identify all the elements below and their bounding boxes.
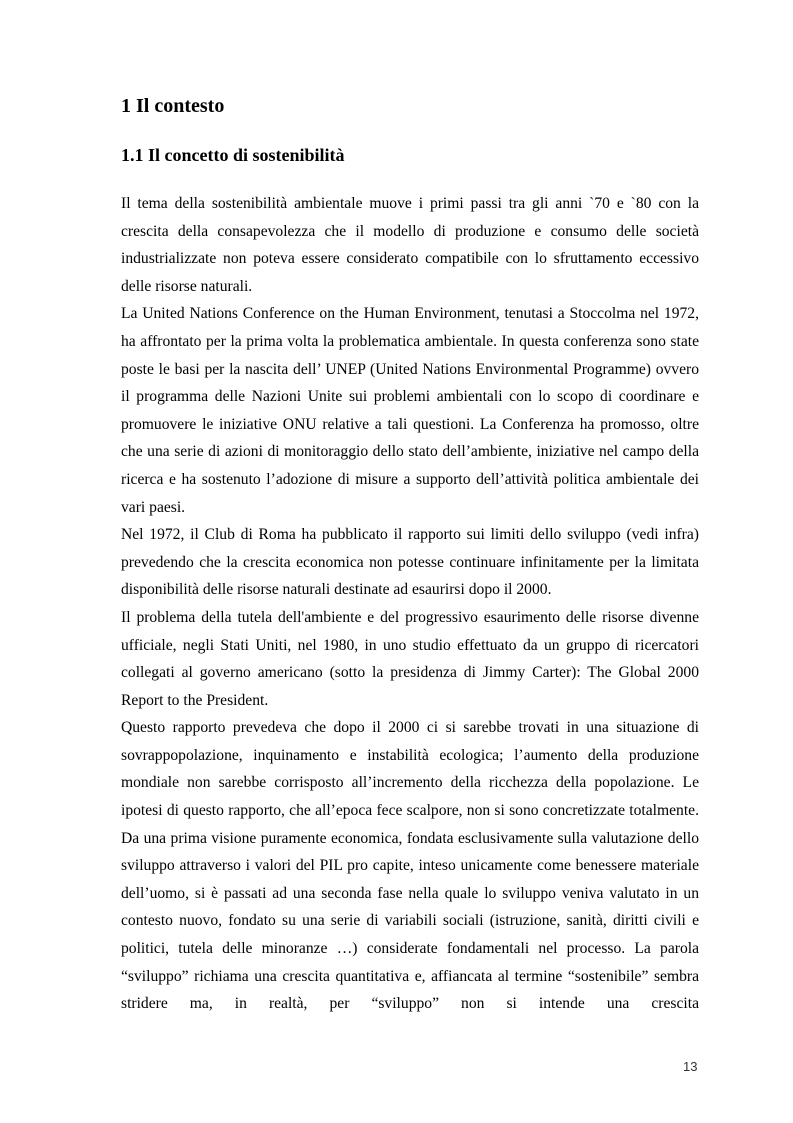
paragraph-sustainability-origins: Il tema della sostenibilità ambientale muove i primi passi tra gli anni `70 e `80 con la crescita della consapevolezza che il modello di produzione e consumo delle società industrializzate non poteva essere considerato compatibile con lo sfruttamento eccessivo delle risorse naturali.: [121, 195, 699, 295]
section-title: 1.1 Il concetto di sostenibilità: [121, 145, 345, 165]
paragraph-global-2000-report: Il problema della tutela dell'ambiente e del progressivo esaurimento delle risorse divenne ufficiale, negli Stati Uniti, nel 1980, in uno studio effettuato da un gruppo di ricercatori collegati al governo americano (sotto la presidenza di Jimmy Carter): The Global 2000 Report to the President.: [121, 608, 699, 709]
paragraph-club-of-rome: Nel 1972, il Club di Roma ha pubblicato il rapporto sui limiti dello sviluppo (vedi infra) prevedendo che la crescita economica non potesse continuare infinitamente per la limitata disponibilità delle risorse naturali destinate ad esaurirsi dopo il 2000.: [121, 526, 699, 599]
page-number: 13: [683, 1059, 698, 1074]
paragraph-report-forecast: Questo rapporto prevedeva che dopo il 2000 ci si sarebbe trovati in una situazione di sovrappopolazione, inquinamento e instabilità ecologica; l’aumento della produzione mondiale non sarebbe corrisposto all’incremento della ricchezza della popolazione. Le ipotesi di questo rapporto, che all’epoca fece scalpore, non si sono concretizzate totalmente. Da una prima visione puramente economica, fondata esclusivamente sulla valutazione dello sviluppo attraverso i valori del PIL pro capite, inteso unicamente come benessere materiale dell’uomo, si è passati ad una seconda fase nella quale lo sviluppo veniva valutato in un contesto nuovo, fondato su una serie di variabili sociali (istruzione, sanità, diritti civili e politici, tutela delle minoranze …) considerate fondamentali nel processo. La parola “sviluppo” richiama una crescita quantitativa e, affiancata al termine “sostenibile” sembra stridere ma, in realtà, per “sviluppo” non si intende una crescita: [121, 719, 699, 1013]
paragraph-stockholm-conference: La United Nations Conference on the Human Environment, tenutasi a Stoccolma nel 1972, ha affrontato per la prima volta la problematica ambientale. In questa conferenza sono state poste le basi per la nascita dell’ UNEP (United Nations Environmental Programme) ovvero il programma delle Nazioni Unite sui problemi ambientali con lo scopo di coordinare e promuovere le iniziative ONU relative a tali questioni. La Conferenza ha promosso, oltre che una serie di azioni di monitoraggio dello stato dell’ambiente, iniziative nel campo della ricerca e ha sostenuto l’adozione di misure a supporto dell’attività politica ambientale dei vari paesi.: [121, 305, 699, 516]
chapter-title: 1 Il contesto: [121, 95, 225, 117]
body-text: [121, 190, 699, 1018]
